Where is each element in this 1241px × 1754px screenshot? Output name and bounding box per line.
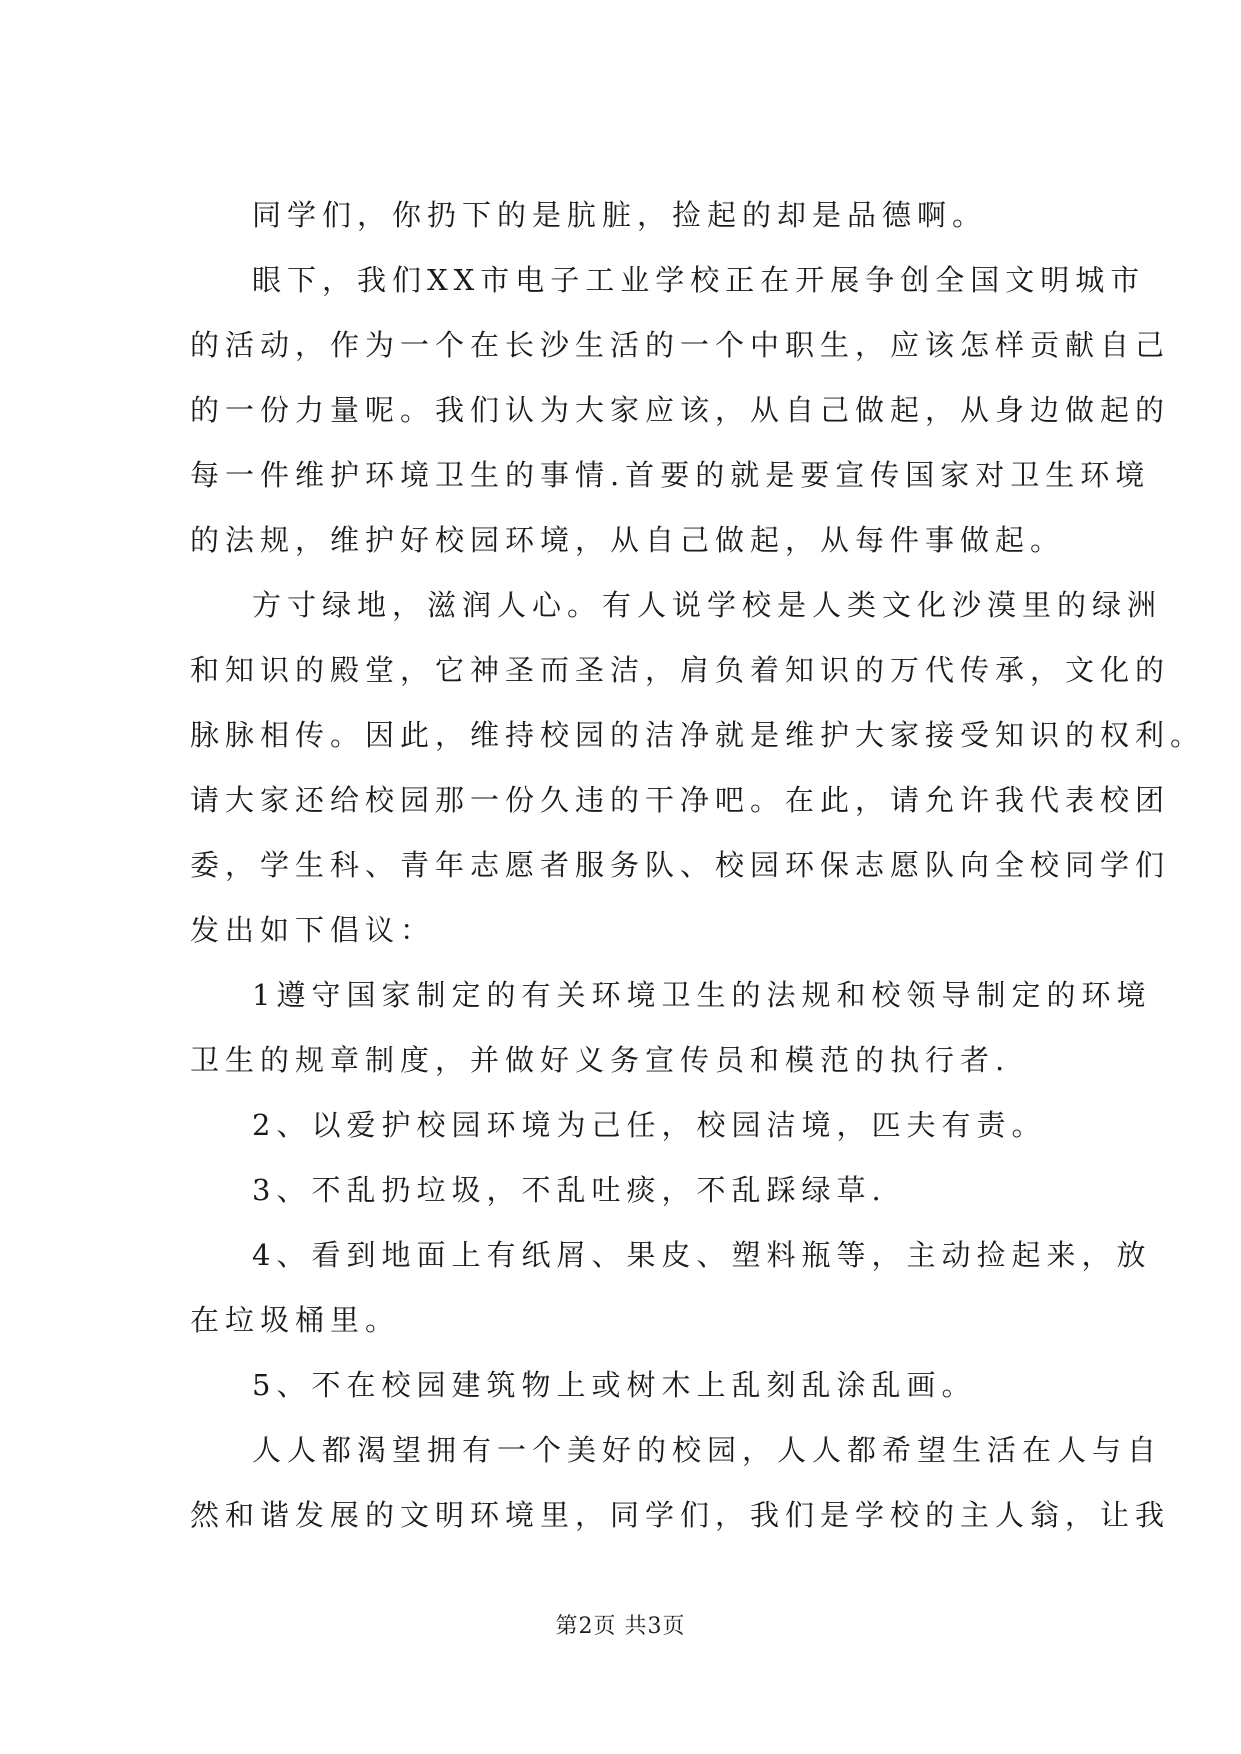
text-line: 的法规，维护好校园环境，从自己做起，从每件事做起。 bbox=[190, 523, 1066, 557]
text-line: 发出如下倡议： bbox=[190, 913, 436, 947]
text-line: 1遵守国家制定的有关环境卫生的法规和校领导制定的环境 bbox=[252, 978, 1152, 1012]
text-line: 人人都渴望拥有一个美好的校园，人人都希望生活在人与自 bbox=[252, 1433, 1163, 1467]
text-line: 和知识的殿堂，它神圣而圣洁，肩负着知识的万代传承，文化的 bbox=[190, 653, 1171, 687]
body-text bbox=[190, 183, 1206, 1548]
text-line: 请大家还给校园那一份久违的干净吧。在此，请允许我代表校团 bbox=[190, 783, 1171, 817]
text-line: 3、不乱扔垃圾，不乱吐痰，不乱踩绿草. bbox=[252, 1173, 887, 1207]
text-line: 然和谐发展的文明环境里，同学们，我们是学校的主人翁，让我 bbox=[190, 1498, 1171, 1532]
text-line: 在垃圾桶里。 bbox=[190, 1303, 401, 1337]
page-number-footer: 第2页 共3页 bbox=[555, 1614, 686, 1639]
text-line: 脉脉相传。因此，维持校园的洁净就是维护大家接受知识的权利。 bbox=[190, 718, 1206, 752]
text-line: 4、看到地面上有纸屑、果皮、塑料瓶等，主动捡起来，放 bbox=[252, 1238, 1152, 1272]
text-line: 方寸绿地，滋润人心。有人说学校是人类文化沙漠里的绿洲 bbox=[252, 588, 1163, 622]
text-line: 2、以爱护校园环境为己任，校园洁境，匹夫有责。 bbox=[252, 1108, 1047, 1142]
text-line: 每一件维护环境卫生的事情.首要的就是要宣传国家对卫生环境 bbox=[190, 458, 1151, 492]
text-line: 5、不在校园建筑物上或树木上乱刻乱涂乱画。 bbox=[252, 1368, 977, 1402]
text-line: 的活动，作为一个在长沙生活的一个中职生，应该怎样贡献自己 bbox=[190, 328, 1171, 362]
text-line: 委，学生科、青年志愿者服务队、校园环保志愿队向全校同学们 bbox=[190, 848, 1171, 882]
text-line: 眼下，我们XX市电子工业学校正在开展争创全国文明城市 bbox=[252, 263, 1146, 297]
text-line: 卫生的规章制度，并做好义务宣传员和模范的执行者. bbox=[190, 1043, 1011, 1077]
text-line: 同学们，你扔下的是肮脏，捡起的却是品德啊。 bbox=[252, 198, 988, 232]
text-line: 的一份力量呢。我们认为大家应该，从自己做起，从身边做起的 bbox=[190, 393, 1171, 427]
